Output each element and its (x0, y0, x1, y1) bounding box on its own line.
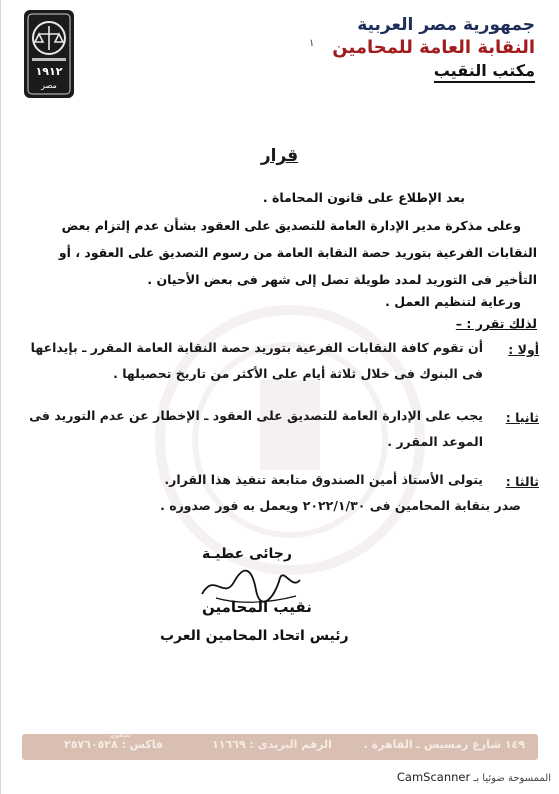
signatory-name: رجائى عطيـة (202, 546, 292, 562)
signatory-position: رئيس اتحاد المحامين العرب (160, 628, 349, 644)
office-name: مكتب النقيب (275, 60, 535, 82)
item-label-third: ثالثا : (505, 474, 539, 489)
syndicate-name: النقابة العامة للمحامين (332, 37, 535, 58)
preamble-line: ورعاية لتنظيم العمل . (385, 294, 521, 309)
item-first-line: فى البنوك فى خلال ثلاثة أيام على الأكثر من تاريخ تحصيلها . (113, 366, 483, 381)
issue-statement: صدر بنقابة المحامين فى ٢٠٢٢/١/٣٠ ويعمل به فور صدوره . (160, 498, 521, 513)
logo-place: مصر (41, 81, 57, 90)
scanner-brand: CamScanner (396, 770, 471, 784)
country-name: جمهورية مصر العربية (357, 15, 535, 35)
signatory-title: نقيب المحامين (202, 598, 312, 616)
item-label-first: أولا : (508, 342, 539, 357)
preamble (37, 0, 537, 331)
document-title: قرار (260, 146, 299, 166)
footer-fax: فاكس : ٢٥٧٦٠٥٢٨ (64, 738, 164, 751)
preamble-line: بعد الإطلاع على قانون المحاماة . (262, 190, 465, 205)
footer-address: ١٤٩ شارع رمسيس ـ القاهرة . (363, 738, 525, 751)
item-label-second: ثانيا : (505, 410, 539, 425)
item-first-line: أن تقوم كافة النقابات الفرعية بتوريد حصة النقابة العامة المقرر ـ بإيداعها (30, 340, 483, 355)
preamble-line: وعلى مذكرة مدير الإدارة العامة للتصديق على العقود بشأن عدم إلتزام بعض (61, 218, 521, 233)
scanner-watermark (397, 770, 551, 784)
preamble-line: النقابات الفرعية بتوريد حصة النقابة العامة من رسوم التصديق على العقود ، أو (58, 245, 537, 260)
decision-heading: لذلك تقرر : – (455, 316, 537, 331)
item-third-line: يتولى الأستاذ أمين الصندوق متابعة تنفيذ هذا القرار. (164, 472, 483, 487)
footer-postal-code: الرقم البريدى : ١١٦٦٩ (212, 738, 332, 751)
logo-year: ١٩١٢ (35, 65, 63, 78)
footer-phone-label: تليفون (110, 732, 131, 739)
scanner-prefix: الممسوحة ضوئيا بـ (473, 773, 551, 784)
item-second-line: الموعد المقرر . (387, 434, 483, 449)
page-number: ١ (309, 38, 315, 49)
item-second-line: يجب على الإدارة العامة للتصديق على العقود ـ الإخطار عن عدم التوريد فى (29, 408, 483, 423)
preamble-line: التأخير فى التوريد لمدد طويلة تصل إلى شهر فى بعض الأحيان . (147, 272, 537, 287)
